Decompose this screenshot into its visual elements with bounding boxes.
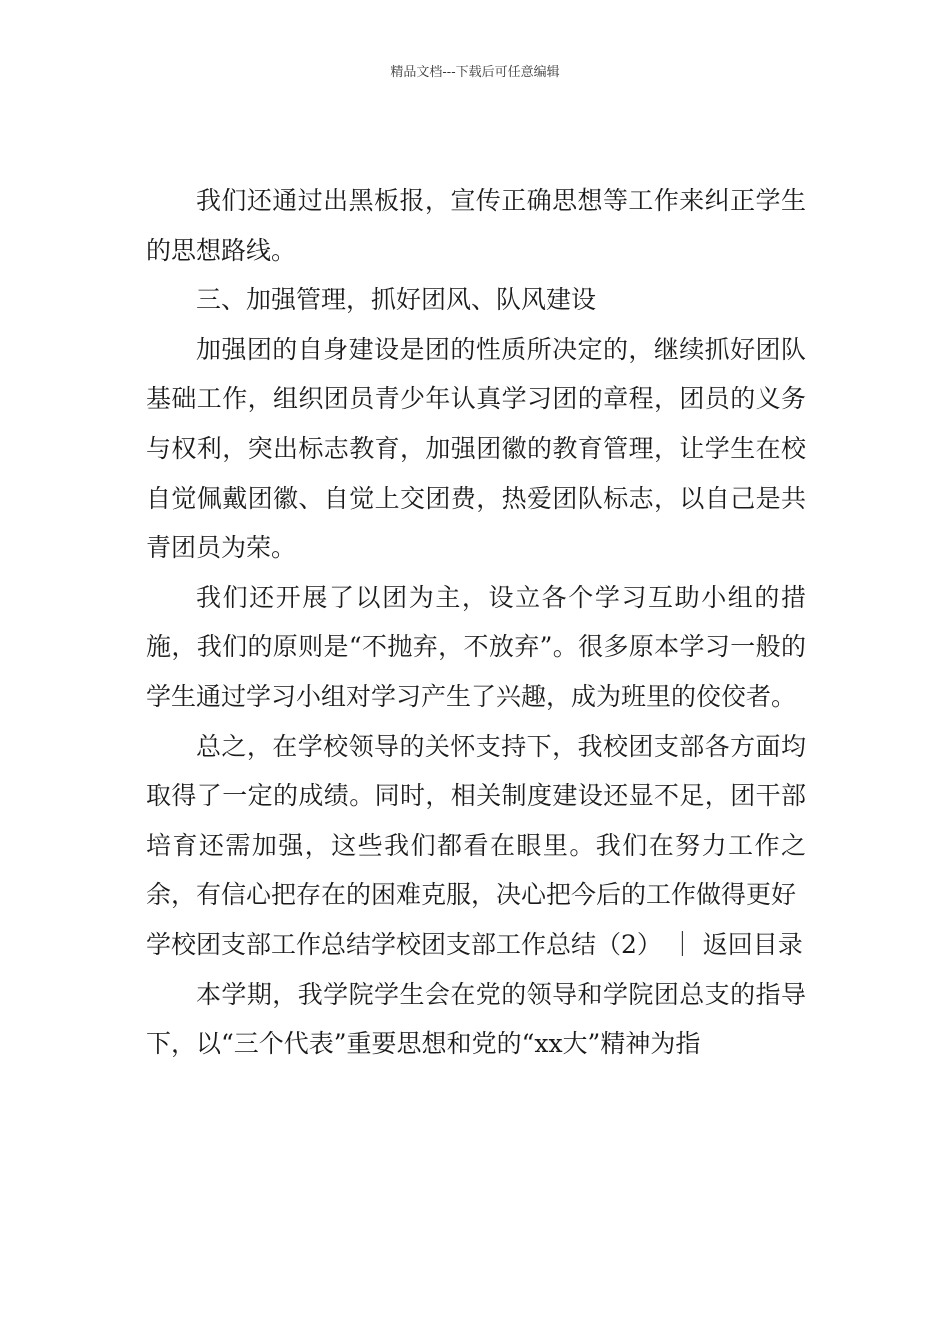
document-body	[146, 176, 806, 1069]
paragraph: 加强团的自身建设是团的性质所决定的，继续抓好团队基础工作，组织团员青少年认真学习团的章程，团员的义务与权利，突出标志教育，加强团徽的教育管理，让学生在校自觉佩戴团徽、自觉上交团费，热爱团队标志，以自己是共青团员为荣。	[146, 334, 806, 563]
paragraph: 我们还开展了以团为主，设立各个学习互助小组的措施，我们的原则是“不抛弃，不放弃”。很多原本学习一般的学生通过学习小组对学习产生了兴趣，成为班里的佼佼者。	[146, 582, 806, 711]
paragraph: 本学期，我学院学生会在党的领导和学院团总支的指导下，以“三个代表”重要思想和党的“xx大”精神为指	[146, 979, 806, 1059]
paragraph: 我们还通过出黑板报，宣传正确思想等工作来纠正学生的思想路线。	[146, 186, 806, 265]
return-to-toc-link[interactable]: 学校团支部工作总结学校团支部工作总结（2） ｜ 返回目录	[146, 929, 803, 959]
paragraph: 总之，在学校领导的关怀支持下，我校团支部各方面均取得了一定的成绩。同时，相关制度建设还显不足，团干部培育还需加强，这些我们都看在眼里。我们在努力工作之余，有信心把存在的困难克服，决心把今后的工作做得更好	[146, 731, 806, 910]
section-heading: 三、加强管理，抓好团风、队风建设	[196, 285, 597, 315]
page-header: 精品文档---下载后可任意编辑	[390, 65, 560, 80]
